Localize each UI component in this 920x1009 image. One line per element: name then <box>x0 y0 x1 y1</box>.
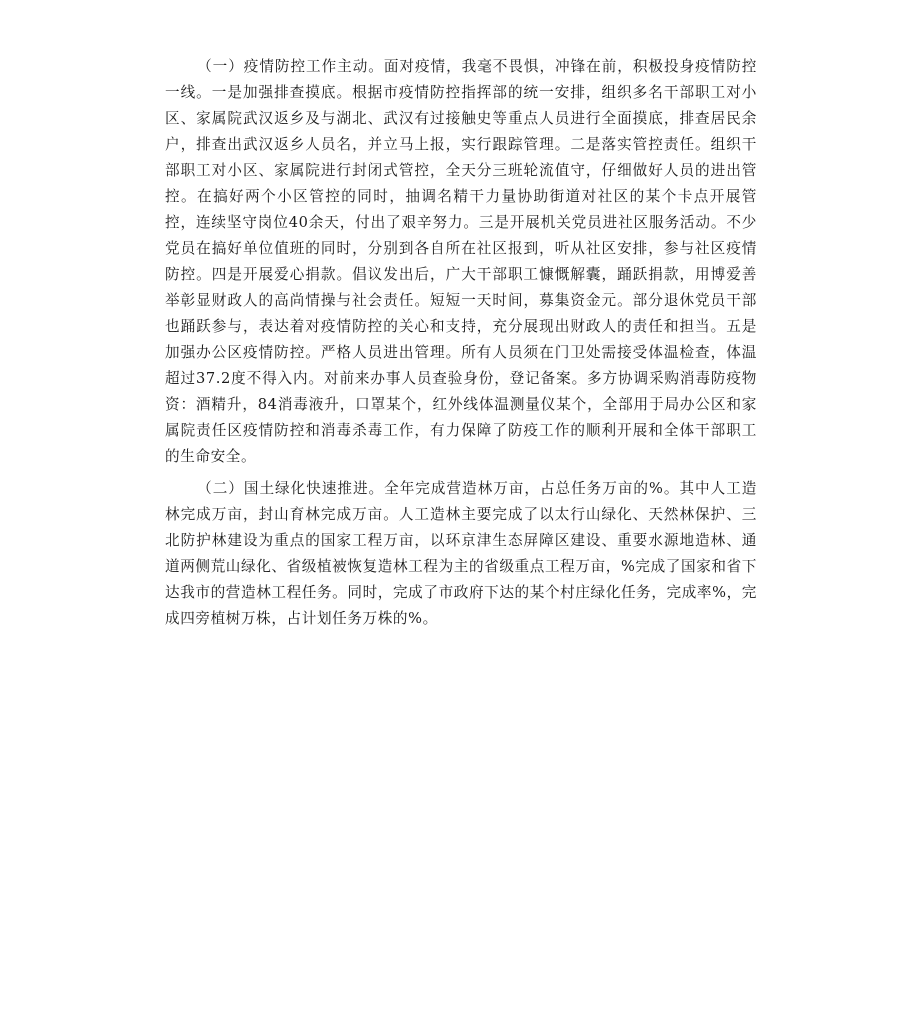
document-page <box>165 54 757 638</box>
paragraph-epidemic-control: （一）疫情防控工作主动。面对疫情，我毫不畏惧，冲锋在前，积极投身疫情防控一线。一是加强排查摸底。根据市疫情防控指挥部的统一安排，组织多名干部职工对小区、家属院武汉返乡及与湖北、武汉有过接触史等重点人员进行全面摸底，排查居民余户，排查出武汉返乡人员名，并立马上报，实行跟踪管理。二是落实管控责任。组织干部职工对小区、家属院进行封闭式管控，全天分三班轮流值守，仔细做好人员的进出管控。在搞好两个小区管控的同时，抽调名精干力量协助街道对社区的某个卡点开展管控，连续坚守岗位40余天，付出了艰辛努力。三是开展机关党员进社区服务活动。不少党员在搞好单位值班的同时，分别到各自所在社区报到，听从社区安排，参与社区疫情防控。四是开展爱心捐款。倡议发出后，广大干部职工慷慨解囊，踊跃捐款，用博爱善举彰显财政人的高尚情操与社会责任。短短一天时间，募集资金元。部分退休党员干部也踊跃参与，表达着对疫情防控的关心和支持，充分展现出财政人的责任和担当。五是加强办公区疫情防控。严格人员进出管理。所有人员须在门卫处需接受体温检查，体温超过37.2度不得入内。对前来办事人员查验身份，登记备案。多方协调采购消毒防疫物资：酒精升，84消毒液升，口罩某个，红外线体温测量仪某个，全部用于局办公区和家属院责任区疫情防控和消毒杀毒工作，有力保障了防疫工作的顺利开展和全体干部职工的生命安全。 <box>165 58 757 465</box>
paragraph-land-greening: （二）国土绿化快速推进。全年完成营造林万亩，占总任务万亩的%。其中人工造林完成万亩，封山育林完成万亩。人工造林主要完成了以太行山绿化、天然林保护、三北防护林建设为重点的国家工程万亩，以环京津生态屏障区建设、重要水源地造林、通道两侧荒山绿化、省级植被恢复造林工程为主的省级重点工程万亩，%完成了国家和省下达我市的营造林工程任务。同时，完成了市政府下达的某个村庄绿化任务，完成率%，完成四旁植树万株，占计划任务万株的%。 <box>165 480 757 627</box>
